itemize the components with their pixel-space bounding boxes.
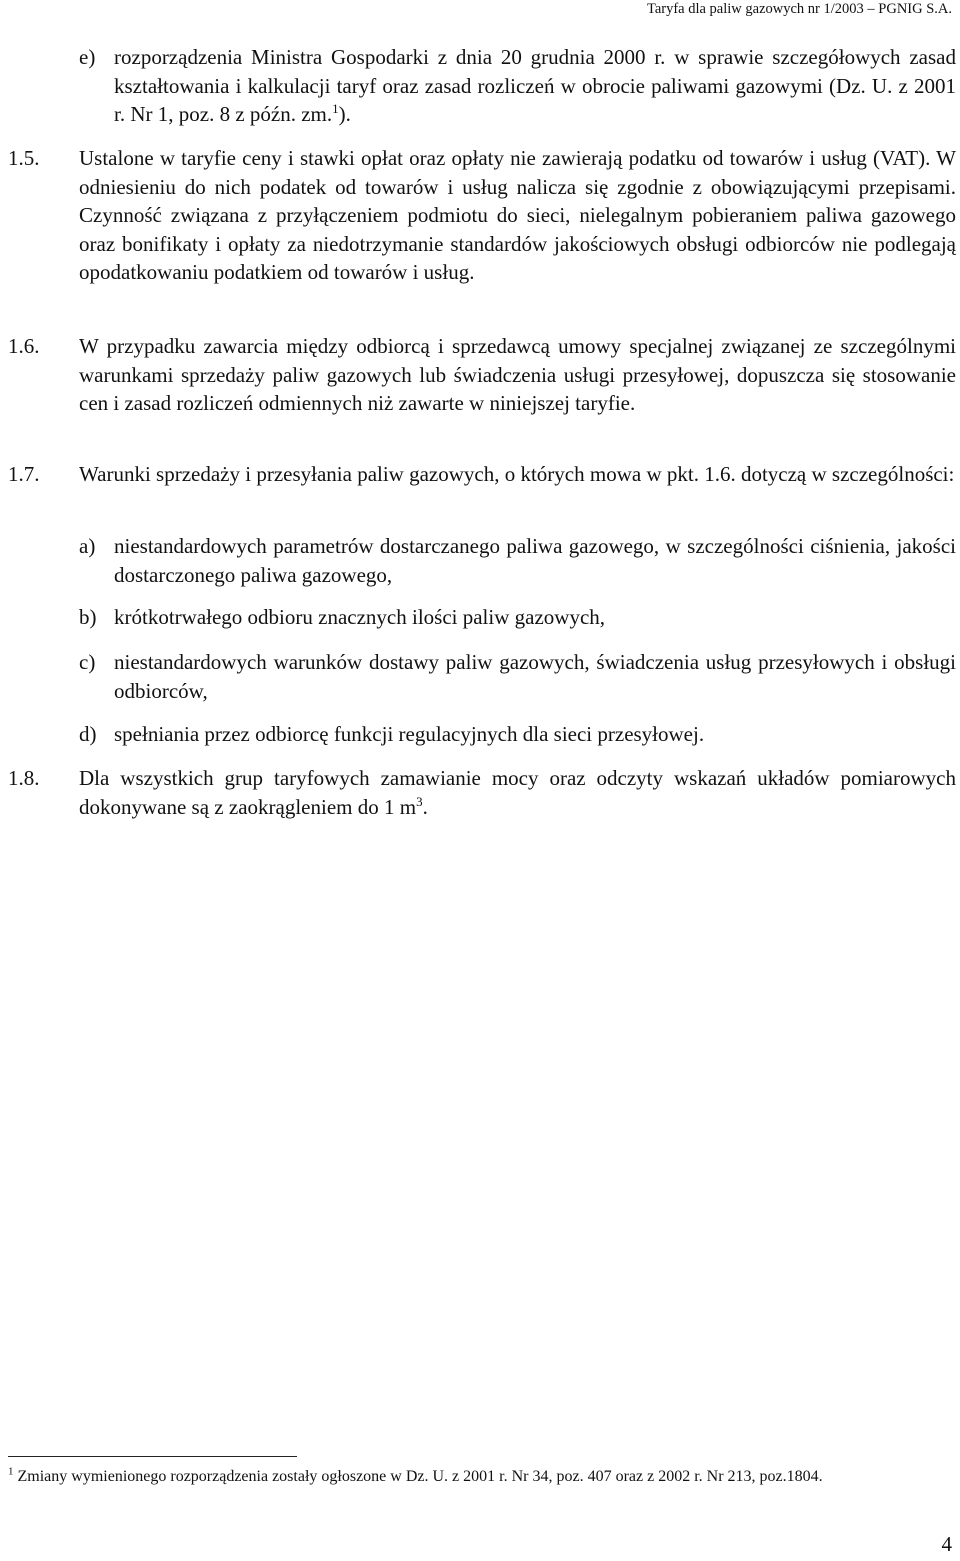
- section-text: Ustalone w taryfie ceny i stawki opłat oraz opłaty nie zawierają podatku od towarów i usług (VAT). W odniesieniu do nich podatek od towarów i usług nalicza się zgodnie z obowiązującymi przepisami. Czynność związana z przyłączeniem podmiotu do sieci, nielegalnym pobieraniem paliwa gazowego oraz bonifikaty i opłaty za niedotrzymanie standardów jakościowych obsługi odbiorców nie podlegają opodatkowaniu podatkiem od towarów i usług.: [79, 146, 956, 284]
- section-number: 1.5.: [8, 146, 40, 170]
- item-label: b): [79, 605, 97, 629]
- section-text: Dla wszystkich grup taryfowych zamawianie mocy oraz odczyty wskazań układów pomiarowych dokonywane są z zaokrągleniem do 1 $m^3$.: [79, 766, 956, 819]
- item-label: d): [79, 722, 97, 746]
- section-text: Warunki sprzedaży i przesyłania paliw gazowych, o których mowa w pkt. 1.6. dotyczą w szczególności:: [79, 462, 955, 486]
- item-label: c): [79, 650, 96, 674]
- page-number: 4: [941, 1532, 952, 1556]
- item-label: a): [79, 534, 96, 558]
- superscript: 3: [416, 793, 423, 809]
- footnote-reference: 1: [332, 101, 339, 116]
- item-text: krótkotrwałego odbioru znacznych ilości paliw gazowych,: [114, 605, 606, 629]
- footnote: [8, 1466, 956, 1488]
- item-text: spełniania przez odbiorcę funkcji regulacyjnych dla sieci przesyłowej.: [114, 722, 705, 746]
- section-number: 1.7.: [8, 462, 40, 486]
- item-text: rozporządzenia Ministra Gospodarki z dnia 20 grudnia 2000 r. w sprawie szczegółowych zasad kształtowania i kalkulacji taryf oraz zasad rozliczeń w obrocie paliwami gazowymi (Dz. U. z 2001 r. Nr 1, poz. 8 z późn. zm.$^1$).: [114, 45, 956, 126]
- footnote-text: Zmiany wymienionego rozporządzenia zostały ogłoszone w Dz. U. z 2001 r. Nr 34, poz. 407 oraz z 2002 r. Nr 213, poz.1804.: [17, 1468, 823, 1485]
- section-number: 1.6.: [8, 334, 40, 358]
- footnote-divider: [8, 1456, 297, 1457]
- item-label: e): [79, 45, 96, 69]
- running-header: Taryfa dla paliw gazowych nr 1/2003 – PGNIG S.A.: [646, 1, 952, 17]
- item-text: niestandardowych warunków dostawy paliw gazowych, świadczenia usług przesyłowych i obsługi odbiorców,: [114, 650, 956, 703]
- footnote-marker: 1: [8, 1465, 14, 1478]
- section-number: 1.8.: [8, 766, 40, 790]
- section-text: W przypadku zawarcia między odbiorcą i sprzedawcą umowy specjalnej związanej ze szczególnymi warunkami sprzedaży paliw gazowych lub świadczenia usługi przesyłowej, dopuszcza się stosowanie cen i zasad rozliczeń odmiennych niż zawarte w niniejszej taryfie.: [79, 334, 956, 415]
- item-text: niestandardowych parametrów dostarczanego paliwa gazowego, w szczególności ciśnienia, jakości dostarczonego paliwa gazowego,: [114, 534, 956, 587]
